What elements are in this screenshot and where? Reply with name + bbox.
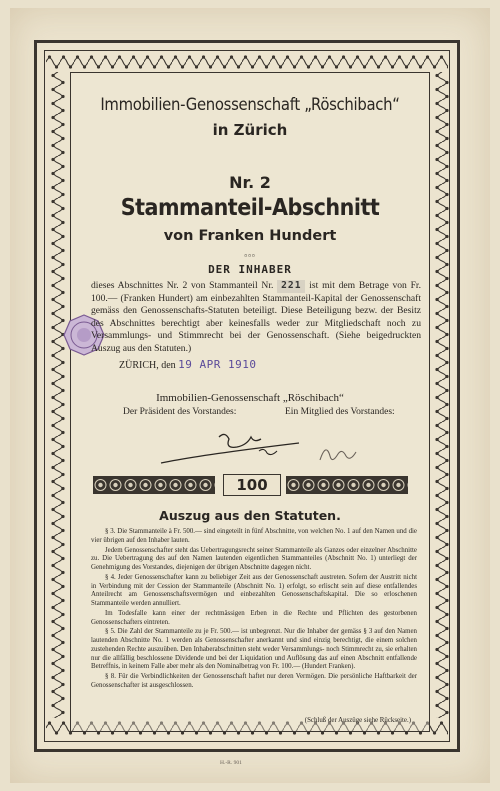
nominal-value: 100 (223, 474, 281, 496)
certificate-number: Nr. 2 (229, 173, 271, 192)
president-signature (159, 425, 309, 475)
value-band-ornament-right (286, 476, 408, 494)
issue-date-line: ZÜRICH, den 19 APR 1910 (119, 358, 257, 371)
certificate-title: Stammanteil-Abschnitt (120, 195, 380, 221)
company-name: Immobilien-Genossenschaft „Röschibach“ (100, 95, 400, 114)
holder-heading: DER INHABER (208, 263, 292, 276)
statute-paragraph: § 5. Die Zahl der Stammanteile zu je Fr. 500.— ist unbegrenzt. Nur die Inhaber der gemäss § 3 auf den Namen lautenden Abschnitte No. 1 werden als Genossenschafter anerkannt und sind einzig berechtigt, die einem solchen zustehenden Rechte auszuüben. Den Inhaberabschnitten steht weder Versammlungs- noch Stimmrecht zu, sie erhalten nur die allfällig beschlossene Dividende und bei der Liquidation und Auflösung das auf einen Abschnitt entfallende Betreffnis, in keinem Falle aber mehr als den Nominalbetrag von Fr. 100.— (Hundert Franken). (91, 628, 417, 671)
certificate-body-text: dieses Abschnittes Nr. 2 von Stammanteil Nr. 221 ist mit dem Betrage von Fr. 100.— (Franken Hundert) am einbezahlten Stammanteil-Kapital der Genossenschaft gemäss den Genossenschafts-Statuten beteiligt. Diese Beteiligung bezw. der Besitz des Abschnittes berechtigt aber keinesfalls weder zur Mitgliedschaft noch zu Versammlungs- und Stimmrecht bei der Genossenschaft. (Siehe beigedruckten Auszug aus den Statuten.) (91, 280, 421, 354)
certificate-content (70, 72, 430, 732)
certificate-subtitle: von Franken Hundert (163, 228, 337, 244)
printer-mark: H.-R. 901 (220, 760, 242, 766)
statutes-heading: Auszug aus den Statuten. (159, 508, 341, 523)
statutes-closing-note: (Schluß der Auszüge siehe Rückseite.) (304, 717, 411, 724)
board-member-signature (316, 438, 376, 473)
date-stamp: 19 APR 1910 (178, 358, 257, 371)
company-signature-line: Immobilien-Genossenschaft „Röschibach“ (156, 392, 344, 404)
statute-paragraph: § 4. Jeder Genossenschafter kann zu beliebiger Zeit aus der Genossenschaft austreten. Sofern der Austritt nicht in Verbindung mit der Cession der Stammanteile (Abschnitt No. 1) erfolgt, so erlischt sein auf diese entfallendes Anteilrecht am Genossenschaftsvermögen und einbezahlten Genossenschaftskapital. Die so erloschenen Stammanteile werden annulliert. (91, 573, 417, 607)
statute-paragraph: § 8. Für die Verbindlichkeiten der Genossenschaft haftet nur deren Vermögen. Die persönliche Haftbarkeit der Genossenschafter ist ausgeschlossen. (91, 673, 417, 689)
company-city: in Zürich (212, 121, 288, 139)
president-label: Der Präsident des Vorstandes: (123, 407, 237, 417)
statutes-excerpt (91, 528, 417, 692)
board-member-label: Ein Mitglied des Vorstandes: (285, 407, 395, 417)
share-number-field: 221 (277, 280, 305, 293)
value-band (93, 476, 408, 494)
ornamental-vine-border-right (432, 72, 452, 718)
statute-paragraph: Im Todesfalle kann einer der rechtmässigen Erben in die Rechte und Pflichten des gestorbenen Genossenschafters eintreten. (91, 609, 417, 626)
ornament-divider: ▫▫▫ (244, 251, 256, 260)
ornamental-vine-border-top (46, 52, 448, 72)
value-band-ornament-left (93, 476, 215, 494)
ornamental-vine-border-left (48, 72, 68, 718)
statute-paragraph: Jedem Genossenschafter steht das Uebertragungsrecht seiner Stammanteile als Ganzes oder einzelner Abschnitte zu. Die Uebertragung des auf den Namen lautenden eigentlichen Stammanteiles (Abschnitt No. 1) unterliegt der Genehmigung des Vorstandes, diejenigen der übrigen Abschnitte dagegen nicht. (91, 546, 417, 571)
statute-paragraph: § 3. Die Stammanteile à Fr. 500.— sind eingeteilt in fünf Abschnitte, von welchen No. 1 auf den Namen und die vier übrigen auf den Inhaber lauten. (91, 528, 417, 544)
